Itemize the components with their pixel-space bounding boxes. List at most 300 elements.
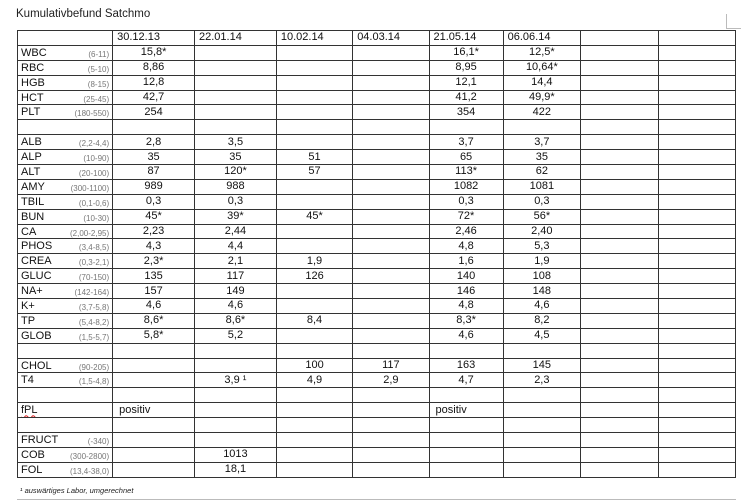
value-cell: [276, 194, 352, 209]
value-cell: 4,9: [276, 373, 352, 388]
table-row-alt: [18, 165, 736, 180]
table-row-glob: [18, 328, 736, 343]
value-cell: 8,86: [113, 60, 195, 75]
value-cell: 45*: [276, 209, 352, 224]
value-cell: [581, 75, 658, 90]
table-row-gluc: [18, 269, 736, 284]
value-cell: [353, 165, 429, 180]
value-cell: 988: [195, 179, 277, 194]
reference-range: (2,2-4,4): [78, 139, 110, 149]
value-cell: [658, 284, 736, 299]
value-cell: [353, 90, 429, 105]
value-cell: [658, 254, 736, 269]
parameter-name: fPL: [21, 404, 38, 417]
table-row-hgb: [18, 75, 736, 90]
value-cell: [113, 373, 195, 388]
value-cell: 3,9 ¹: [195, 373, 277, 388]
value-cell: [113, 358, 195, 373]
value-cell: [581, 299, 658, 314]
parameter-cell: [18, 239, 113, 254]
value-cell: [658, 179, 736, 194]
value-cell: 2,1: [195, 254, 277, 269]
parameter-name: BUN: [21, 210, 45, 223]
value-cell: 4,6: [503, 299, 580, 314]
value-cell: 422: [503, 105, 580, 120]
value-cell: 4,6: [113, 299, 195, 314]
parameter-name: TBIL: [21, 195, 45, 208]
parameter-cell: [18, 120, 113, 135]
value-cell: [276, 90, 352, 105]
parameter-cell: [18, 90, 113, 105]
spacer-row: [18, 343, 736, 358]
value-cell: [276, 60, 352, 75]
parameter-name: CA: [21, 225, 37, 238]
value-cell: 2,46: [429, 224, 503, 239]
reference-range: (300-2800): [70, 451, 110, 461]
parameter-name: GLOB: [21, 329, 52, 342]
value-cell: 72*: [429, 209, 503, 224]
value-cell: [503, 120, 580, 135]
value-cell: 35: [113, 150, 195, 165]
value-cell: [353, 45, 429, 60]
parameter-cell: [18, 179, 113, 194]
value-cell: [658, 313, 736, 328]
value-cell: 62: [503, 165, 580, 180]
parameter-cell: [18, 284, 113, 299]
table-row-plt: [18, 105, 736, 120]
value-cell: 49,9*: [503, 90, 580, 105]
value-cell: 108: [503, 269, 580, 284]
value-cell: [195, 433, 277, 448]
table-row-cob: [18, 447, 736, 462]
reference-range: (3,7-5,8): [78, 303, 110, 313]
value-cell: [113, 433, 195, 448]
value-cell: [429, 388, 503, 403]
reference-range: (2,00-2,95): [70, 228, 110, 238]
date-header-cell: 06.06.14: [503, 31, 580, 46]
reference-range: (25-45): [83, 94, 110, 104]
value-cell: 65: [429, 150, 503, 165]
page-corner-mark: [726, 14, 741, 29]
parameter-cell: [18, 165, 113, 180]
value-cell: 8,95: [429, 60, 503, 75]
value-cell: 12,8: [113, 75, 195, 90]
value-cell: [276, 462, 352, 477]
parameter-name: TP: [21, 314, 36, 327]
parameter-cell: [18, 194, 113, 209]
parameter-cell: [18, 60, 113, 75]
value-cell: 135: [113, 269, 195, 284]
value-cell: 16,1*: [429, 45, 503, 60]
value-cell: 14,4: [503, 75, 580, 90]
value-cell: [113, 388, 195, 403]
value-cell: [503, 343, 580, 358]
date-header-cell: 04.03.14: [353, 31, 429, 46]
value-cell: [353, 224, 429, 239]
value-cell: 5,3: [503, 239, 580, 254]
value-cell: [581, 433, 658, 448]
value-cell: 4,6: [429, 328, 503, 343]
value-cell: [658, 343, 736, 358]
value-cell: 100: [276, 358, 352, 373]
value-cell: [195, 105, 277, 120]
value-cell: [503, 418, 580, 433]
parameter-name: FRUCT: [21, 434, 59, 447]
reference-range: (5-10): [87, 64, 110, 74]
value-cell: 15,8*: [113, 45, 195, 60]
value-cell: 2,3*: [113, 254, 195, 269]
value-cell: [658, 45, 736, 60]
value-cell: 117: [353, 358, 429, 373]
value-cell: 0,3: [429, 194, 503, 209]
value-cell: 5,8*: [113, 328, 195, 343]
table-row-wbc: [18, 45, 736, 60]
value-cell: [195, 388, 277, 403]
value-cell: 145: [503, 358, 580, 373]
value-cell: [581, 373, 658, 388]
value-cell: [353, 388, 429, 403]
document-title: Kumulativbefund Satchmo: [16, 8, 151, 20]
value-cell: [353, 60, 429, 75]
value-cell: [353, 135, 429, 150]
value-cell: 51: [276, 150, 352, 165]
table-row-rbc: [18, 60, 736, 75]
value-cell: [276, 120, 352, 135]
value-cell: [581, 45, 658, 60]
parameter-cell: [18, 150, 113, 165]
value-cell: [503, 403, 580, 418]
parameter-cell: [18, 299, 113, 314]
value-cell: [658, 135, 736, 150]
spacer-row: [18, 388, 736, 403]
value-cell: [276, 418, 352, 433]
table-row-k-plus: [18, 299, 736, 314]
value-cell: 3,7: [503, 135, 580, 150]
value-cell: [658, 403, 736, 418]
value-cell: [276, 105, 352, 120]
reference-range: (1,5-5,7): [78, 332, 110, 342]
reference-range: (142-164): [74, 288, 110, 298]
table-row-fol: [18, 462, 736, 477]
value-cell: [276, 433, 352, 448]
value-cell: [195, 45, 277, 60]
value-cell: 4,8: [429, 299, 503, 314]
reference-range: (10-30): [83, 213, 110, 223]
value-cell: 1,6: [429, 254, 503, 269]
value-cell: [658, 388, 736, 403]
value-cell: [429, 418, 503, 433]
value-cell: [581, 284, 658, 299]
value-cell: [276, 45, 352, 60]
value-cell: [429, 462, 503, 477]
table-row-fruct: [18, 433, 736, 448]
value-cell: [429, 343, 503, 358]
value-cell: [581, 135, 658, 150]
value-cell: [353, 299, 429, 314]
value-cell: 56*: [503, 209, 580, 224]
value-cell: 146: [429, 284, 503, 299]
table-row-amy: [18, 179, 736, 194]
parameter-cell: [18, 328, 113, 343]
value-cell: [276, 447, 352, 462]
value-cell: 354: [429, 105, 503, 120]
value-cell: [658, 328, 736, 343]
parameter-name: RBC: [21, 61, 45, 74]
value-cell: 1082: [429, 179, 503, 194]
reference-range: (3,4-8,5): [78, 243, 110, 253]
value-cell: 12,1: [429, 75, 503, 90]
value-cell: 5,2: [195, 328, 277, 343]
reference-range: (90-205): [78, 362, 110, 372]
value-cell: [429, 433, 503, 448]
parameter-cell: [18, 75, 113, 90]
value-cell: [658, 269, 736, 284]
value-cell: [581, 313, 658, 328]
value-cell: [353, 433, 429, 448]
value-cell: [581, 224, 658, 239]
value-cell: 2,40: [503, 224, 580, 239]
value-cell: 3,5: [195, 135, 277, 150]
reference-range: (20-100): [78, 169, 110, 179]
parameter-cell: [18, 135, 113, 150]
value-cell: [276, 328, 352, 343]
value-cell: 8,3*: [429, 313, 503, 328]
value-cell: [353, 269, 429, 284]
value-cell: [581, 150, 658, 165]
parameter-cell: [18, 418, 113, 433]
value-cell: [581, 388, 658, 403]
parameter-name: AMY: [21, 180, 45, 193]
value-cell: [195, 90, 277, 105]
date-header-cell: 30.12.13: [113, 31, 195, 46]
date-header-cell: 21.05.14: [429, 31, 503, 46]
value-cell: [353, 462, 429, 477]
parameter-cell: [18, 313, 113, 328]
value-cell: [658, 60, 736, 75]
value-cell: [658, 433, 736, 448]
table-row-tbil: [18, 194, 736, 209]
value-cell: [658, 462, 736, 477]
parameter-name: HCT: [21, 91, 44, 104]
value-cell: 41,2: [429, 90, 503, 105]
value-cell: [195, 403, 277, 418]
parameter-name: ALT: [21, 166, 41, 179]
value-cell: [353, 418, 429, 433]
value-cell: [658, 120, 736, 135]
parameter-cell: [18, 209, 113, 224]
value-cell: [276, 388, 352, 403]
value-cell: [658, 358, 736, 373]
value-cell: [658, 194, 736, 209]
value-cell: [276, 224, 352, 239]
value-cell: [581, 269, 658, 284]
value-cell: [503, 462, 580, 477]
value-cell: 157: [113, 284, 195, 299]
value-cell: [658, 447, 736, 462]
table-row-phos: [18, 239, 736, 254]
value-cell: 117: [195, 269, 277, 284]
value-cell: [658, 239, 736, 254]
footnote: ¹ auswärtiges Labor, umgerechnet: [20, 486, 134, 495]
value-cell: [581, 209, 658, 224]
value-cell: 8,6*: [195, 313, 277, 328]
value-cell: [581, 90, 658, 105]
value-cell: [276, 239, 352, 254]
value-cell: [276, 284, 352, 299]
value-cell: [581, 239, 658, 254]
parameter-cell: [18, 254, 113, 269]
date-header-cell: 22.01.14: [195, 31, 277, 46]
value-cell: [581, 179, 658, 194]
parameter-cell: [18, 447, 113, 462]
value-cell: 10,64*: [503, 60, 580, 75]
parameter-cell: [18, 105, 113, 120]
parameter-name: ALB: [21, 136, 42, 149]
value-cell: [353, 239, 429, 254]
table-row-ca: [18, 224, 736, 239]
value-cell: 1013: [195, 447, 277, 462]
value-cell: 4,8: [429, 239, 503, 254]
value-cell: [353, 313, 429, 328]
parameter-name: FOL: [21, 463, 43, 476]
value-cell: 2,44: [195, 224, 277, 239]
value-cell: [658, 418, 736, 433]
value-cell: [276, 299, 352, 314]
date-header-cell: [581, 31, 658, 46]
value-cell: [113, 343, 195, 358]
value-cell: 57: [276, 165, 352, 180]
value-cell: [581, 358, 658, 373]
date-header-row: [18, 31, 736, 46]
value-cell: [658, 299, 736, 314]
value-cell: [353, 75, 429, 90]
value-cell: [353, 105, 429, 120]
reference-range: (1,5-4,8): [78, 377, 110, 387]
value-cell: 163: [429, 358, 503, 373]
parameter-cell: [18, 269, 113, 284]
value-cell: [353, 179, 429, 194]
value-cell: 45*: [113, 209, 195, 224]
value-cell: 8,2: [503, 313, 580, 328]
table-row-alp: [18, 150, 736, 165]
value-cell: 2,9: [353, 373, 429, 388]
parameter-cell: [18, 403, 113, 418]
value-cell: [581, 120, 658, 135]
value-cell: [581, 403, 658, 418]
value-cell: [353, 284, 429, 299]
value-cell: [276, 179, 352, 194]
value-cell: [195, 343, 277, 358]
parameter-name: NA+: [21, 285, 43, 298]
value-cell: [581, 105, 658, 120]
parameter-name: HGB: [21, 76, 45, 89]
parameter-cell: [18, 388, 113, 403]
value-cell: [353, 120, 429, 135]
spacer-row: [18, 120, 736, 135]
value-cell: [429, 447, 503, 462]
table-row-t4: [18, 373, 736, 388]
reference-range: (180-550): [74, 109, 110, 119]
value-cell: [113, 418, 195, 433]
value-cell: [658, 224, 736, 239]
value-cell: 18,1: [195, 462, 277, 477]
value-cell: [581, 60, 658, 75]
table-row-crea: [18, 254, 736, 269]
value-cell: [353, 150, 429, 165]
value-cell: 1,9: [503, 254, 580, 269]
value-cell: 989: [113, 179, 195, 194]
value-cell: 126: [276, 269, 352, 284]
value-cell: [276, 135, 352, 150]
value-cell: 4,3: [113, 239, 195, 254]
value-cell: [658, 90, 736, 105]
value-cell: 87: [113, 165, 195, 180]
reference-range: (0,1-0,6): [78, 198, 110, 208]
reference-range: (6-11): [88, 49, 110, 59]
value-cell: 0,3: [503, 194, 580, 209]
value-cell: [658, 373, 736, 388]
value-cell: [353, 209, 429, 224]
value-cell: [658, 209, 736, 224]
parameter-cell: [18, 373, 113, 388]
value-cell: 35: [195, 150, 277, 165]
table-row-tp: [18, 313, 736, 328]
value-cell: [658, 105, 736, 120]
value-cell: positiv: [113, 403, 195, 418]
table-row-na-plus: [18, 284, 736, 299]
reference-range: (8-15): [87, 79, 110, 89]
value-cell: [113, 447, 195, 462]
value-cell: [353, 328, 429, 343]
reference-range: (0,3-2,1): [78, 258, 110, 268]
value-cell: [195, 358, 277, 373]
parameter-cell: [18, 45, 113, 60]
value-cell: 2,3: [503, 373, 580, 388]
value-cell: 3,7: [429, 135, 503, 150]
value-cell: [195, 60, 277, 75]
table-row-alb: [18, 135, 736, 150]
value-cell: [353, 447, 429, 462]
parameter-name: WBC: [21, 46, 47, 59]
value-cell: [276, 75, 352, 90]
value-cell: [276, 343, 352, 358]
value-cell: 4,4: [195, 239, 277, 254]
value-cell: 2,8: [113, 135, 195, 150]
reference-range: (13,4-38,0): [70, 466, 110, 476]
table-row-hct: [18, 90, 736, 105]
parameter-name: K+: [21, 300, 35, 313]
value-cell: [581, 254, 658, 269]
value-cell: [195, 418, 277, 433]
parameter-cell: [18, 343, 113, 358]
value-cell: [581, 462, 658, 477]
value-cell: 254: [113, 105, 195, 120]
spacer-row: [18, 418, 736, 433]
parameter-name: ALP: [21, 151, 42, 164]
value-cell: 12,5*: [503, 45, 580, 60]
value-cell: [503, 447, 580, 462]
parameter-name: CREA: [21, 255, 52, 268]
parameter-name: T4: [21, 374, 34, 387]
table-row-chol: [18, 358, 736, 373]
parameter-cell: [18, 462, 113, 477]
value-cell: [113, 120, 195, 135]
parameter-name: GLUC: [21, 270, 52, 283]
value-cell: [113, 462, 195, 477]
value-cell: 4,5: [503, 328, 580, 343]
value-cell: 4,7: [429, 373, 503, 388]
reference-range: (10-90): [83, 154, 110, 164]
